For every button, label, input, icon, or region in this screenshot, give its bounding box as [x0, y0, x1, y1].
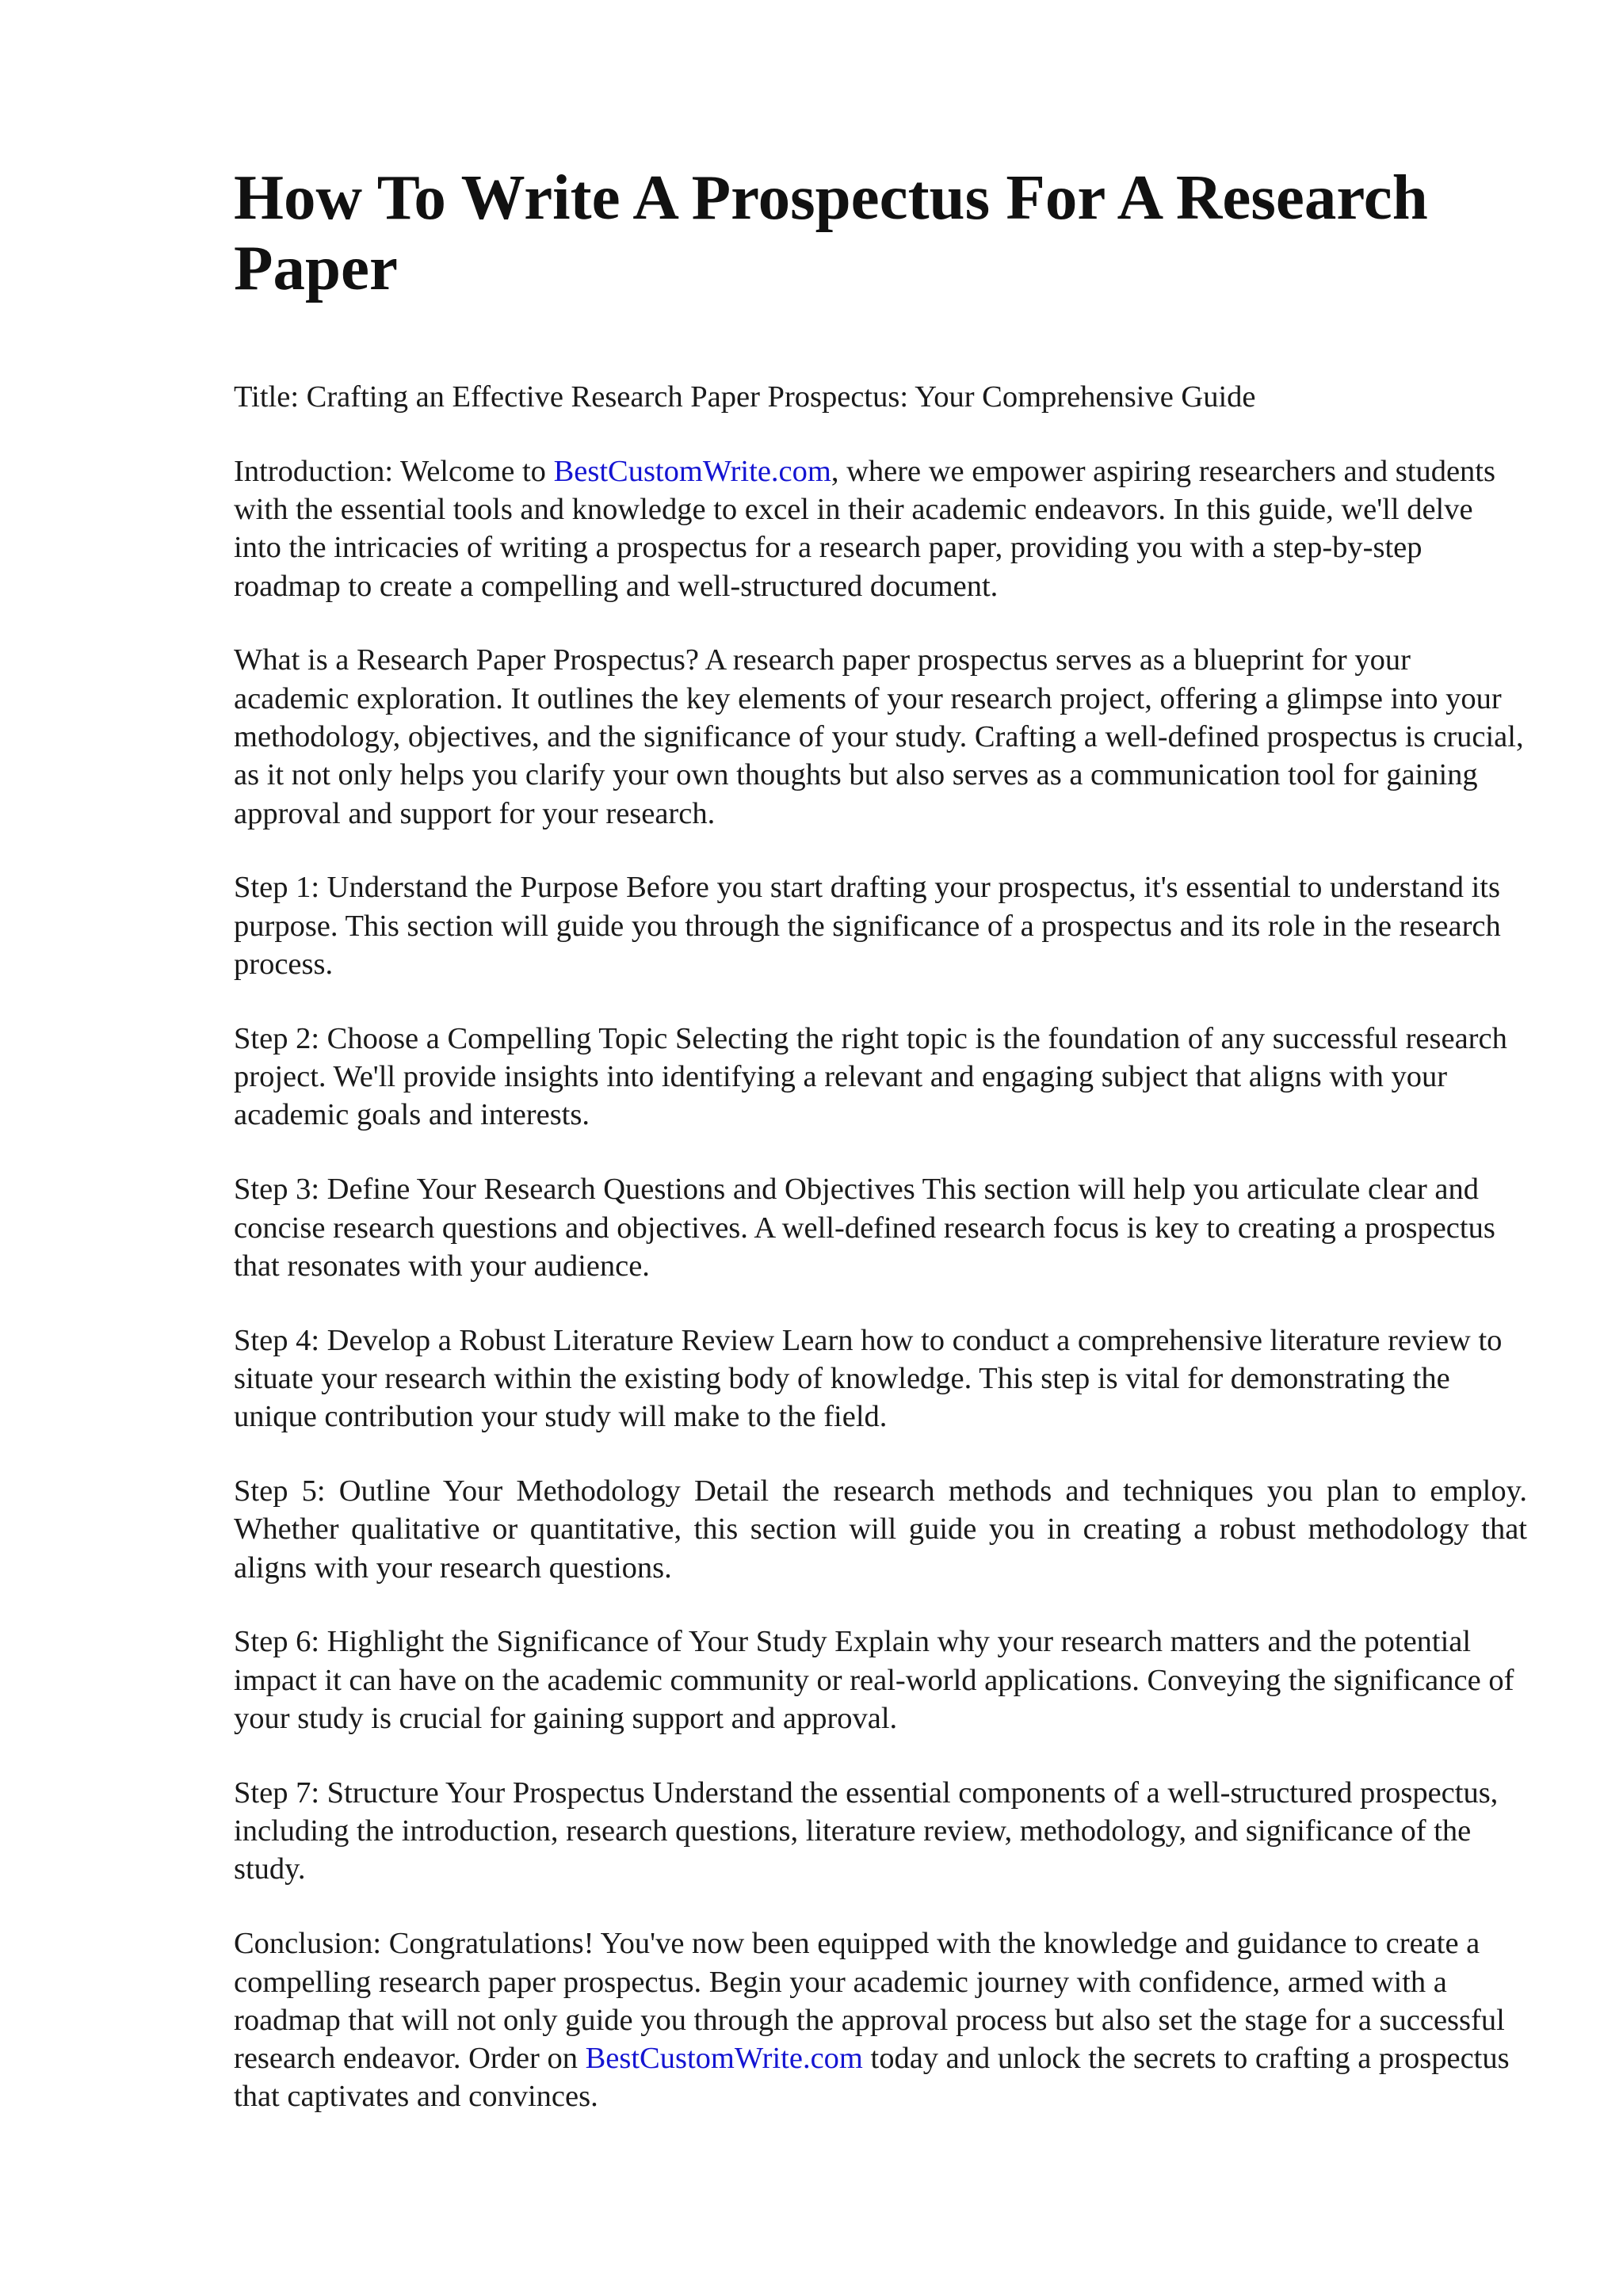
conclusion-paragraph [234, 1924, 1527, 2115]
intro-text-before: Introduction: Welcome to [234, 454, 554, 488]
step-6-paragraph: Step 6: Highlight the Significance of Your Study Explain why your research matters and the potential impact it can have on the academic community or real-world applications. Conveying the significance of your study is crucial for gaining support and approval. [234, 1625, 1514, 1736]
conclusion-text-after: today and unlock the secrets to crafting a prospectus that captivates and convinces. [234, 2042, 1510, 2114]
subtitle-paragraph: Title: Crafting an Effective Research Paper Prospectus: Your Comprehensive Guide [234, 380, 1256, 414]
step-3-paragraph: Step 3: Define Your Research Questions and Objectives This section will help you articulate clear and concise research questions and objectives. A well-defined research focus is key to creating a prospectus that resonates with your audience. [234, 1173, 1495, 1283]
intro-site-link[interactable]: BestCustomWrite.com [553, 454, 831, 488]
step-2-paragraph: Step 2: Choose a Compelling Topic Selecting the right topic is the foundation of any successful research project. We'll provide insights into identifying a relevant and engaging subject that aligns with your academic goals and interests. [234, 1021, 1507, 1132]
page-title: How To Write A Prospectus For A Research Paper [234, 162, 1428, 303]
step-4-paragraph: Step 4: Develop a Robust Literature Review Learn how to conduct a comprehensive literature review to situate your research within the existing body of knowledge. This step is vital for demonstrating the unique contribution your study will make to the field. [234, 1323, 1503, 1434]
intro-text-after: , where we empower aspiring researchers and students with the essential tools and knowledge to excel in their academic endeavors. In this guide, we'll delve into the intricacies of writing a prospectus for a research paper, providing you with a step-by-step roadmap to create a compelling and well-structured document. [234, 454, 1495, 603]
document-body [234, 378, 1527, 2116]
document-page [234, 162, 1527, 2152]
conclusion-site-link[interactable]: BestCustomWrite.com [585, 2042, 863, 2076]
step-1-paragraph: Step 1: Understand the Purpose Before you start drafting your prospectus, it's essential to understand its purpose. This section will guide you through the significance of a prospectus and its role in the research process. [234, 871, 1501, 982]
introduction-paragraph [234, 452, 1527, 605]
step-7-paragraph: Step 7: Structure Your Prospectus Understand the essential components of a well-structured prospectus, including the introduction, research questions, literature review, methodology, and significance of the study. [234, 1775, 1499, 1886]
conclusion-text-before: Conclusion: Congratulations! You've now been equipped with the knowledge and guidance to create a compelling research paper prospectus. Begin your academic journey with confidence, armed with a roadmap that will not only guide you through the approval process but also set the stage for a successful research endeavor. Order on [234, 1927, 1505, 2076]
what-is-paragraph: What is a Research Paper Prospectus? A research paper prospectus serves as a blueprint for your academic exploration. It outlines the key elements of your research project, offering a glimpse into your methodology, objectives, and the significance of your study. Crafting a well-defined prospectus is crucial, as it not only helps you clarify your own thoughts but also serves as a communication tool for gaining approval and support for your research. [234, 643, 1524, 830]
step-5-paragraph: Step 5: Outline Your Methodology Detail the research methods and techniques you plan to employ. Whether qualitative or quantitative, this section will guide you in creating a robust methodology that aligns with your research questions. [234, 1474, 1527, 1585]
